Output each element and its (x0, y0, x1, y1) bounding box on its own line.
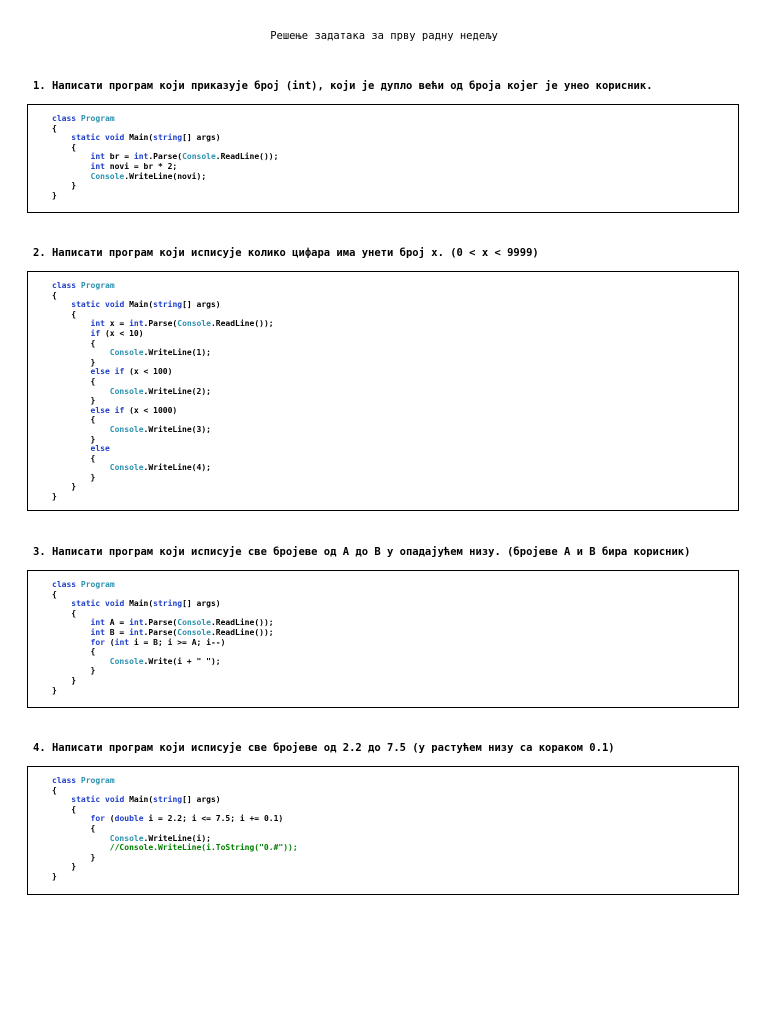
code-line (52, 676, 274, 686)
code-token: else (90, 367, 110, 377)
code-token: int (129, 627, 144, 637)
code-token (52, 367, 91, 376)
code-token: void (105, 133, 125, 143)
code-line (52, 310, 274, 320)
code-line (52, 181, 278, 191)
code-token: double (114, 814, 144, 824)
task-1-code-box (27, 104, 739, 213)
code-token: Program (80, 580, 115, 589)
code-token: if (114, 367, 125, 377)
code-token (52, 463, 110, 472)
code-token: for (90, 814, 105, 824)
code-token: .WriteLine(1); (143, 348, 211, 358)
code-line (52, 339, 274, 349)
code-token (52, 628, 91, 637)
code-line (52, 114, 278, 124)
code-token: Console (177, 319, 211, 329)
code-line (52, 853, 298, 863)
code-line (52, 367, 274, 377)
code-token: Main( (124, 300, 154, 310)
code-token: } (52, 190, 57, 200)
code-line (52, 824, 298, 834)
code-token: [] args) (182, 795, 221, 805)
code-token: .ReadLine()); (210, 618, 274, 628)
code-token: } (52, 434, 96, 444)
task-4-code (52, 776, 298, 882)
code-token: .Parse( (143, 627, 178, 637)
code-line (52, 862, 298, 872)
code-line (52, 387, 274, 397)
task-2-heading: 2. Написати програм који исписује колико цифара има унети број x. (0 < x < 9999) (33, 247, 539, 259)
code-token: } (52, 472, 96, 482)
code-token: Console (109, 463, 144, 473)
code-token: int (129, 618, 144, 628)
code-token: class (52, 281, 77, 290)
code-token: string (153, 300, 183, 310)
code-token: int (90, 319, 105, 329)
code-token: Console (109, 386, 144, 396)
code-line (52, 415, 274, 425)
code-token: [] args) (182, 300, 221, 310)
code-token (52, 348, 110, 357)
code-token: .ReadLine()); (215, 152, 279, 162)
code-token: { (52, 608, 77, 618)
code-token: { (52, 338, 96, 348)
code-token: //Console.WriteLine(i.ToString("0.#")); (109, 843, 298, 853)
code-token: Console (177, 618, 211, 628)
code-token: class (52, 776, 77, 785)
code-token: [] args) (182, 133, 221, 143)
code-line (52, 834, 298, 844)
page-title: Решење задатака за прву радну недељу (270, 30, 498, 42)
code-line (52, 191, 278, 201)
code-token: if (90, 328, 101, 338)
code-token: i = B; i >= A; i--) (129, 637, 226, 647)
code-line (52, 686, 274, 696)
code-token: { (52, 415, 96, 425)
code-token: class (52, 114, 77, 123)
code-token: { (52, 376, 96, 386)
code-line (52, 776, 298, 786)
code-token: Program (80, 281, 115, 290)
code-line (52, 657, 274, 667)
code-token (52, 152, 91, 161)
code-token (52, 444, 91, 453)
code-line (52, 454, 274, 464)
code-token: br = (104, 152, 134, 162)
code-line (52, 329, 274, 339)
code-line (52, 162, 278, 172)
code-token: int (90, 152, 105, 162)
code-token (52, 387, 110, 396)
code-token: } (52, 685, 57, 695)
code-token: } (52, 675, 77, 685)
code-line (52, 805, 298, 815)
code-token: else (90, 444, 110, 454)
code-token: int (114, 637, 130, 647)
code-token: { (52, 142, 77, 152)
code-token: .WriteLine(3); (143, 424, 211, 434)
code-line (52, 291, 274, 301)
code-line (52, 143, 278, 153)
task-1-code (52, 114, 278, 200)
task-4-heading: 4. Написати програм који исписује све бројеве од 2.2 до 7.5 (у растућем низу са кораком 0.1) (33, 742, 615, 754)
code-line (52, 377, 274, 387)
code-token: i = 2.2; i <= 7.5; i += 0.1) (143, 814, 284, 824)
code-token: (x < 1000) (124, 405, 178, 415)
code-token: Console (177, 627, 211, 637)
task-3-heading: 3. Написати програм који исписује све бројеве од A до B у опадајућем низу. (бројеве A и B бира корисник) (33, 546, 691, 558)
code-token: Program (80, 776, 115, 785)
code-token (52, 133, 71, 142)
code-token: { (52, 823, 96, 833)
code-token: novi = br * 2; (104, 161, 178, 171)
task-1-heading: 1. Написати програм који приказује број (int), који је дупло већи од броја којег је унео корисник. (33, 80, 653, 92)
code-token: } (52, 666, 96, 676)
code-token: Console (109, 424, 144, 434)
code-token (52, 618, 91, 627)
code-token: int (129, 319, 144, 329)
code-token: Console (109, 833, 144, 843)
code-token: { (52, 123, 57, 133)
code-line (52, 300, 274, 310)
code-token (52, 425, 110, 434)
code-token (52, 162, 91, 171)
code-token: .WriteLine(i); (143, 833, 211, 843)
code-token: Console (90, 171, 125, 181)
code-line (52, 281, 274, 291)
code-line (52, 152, 278, 162)
code-token: void (105, 300, 125, 310)
code-token: if (114, 405, 125, 415)
code-line (52, 580, 274, 590)
code-token (52, 406, 91, 415)
code-token: string (153, 795, 183, 805)
code-line (52, 396, 274, 406)
code-token: static (71, 300, 101, 310)
code-line (52, 133, 278, 143)
code-token: } (52, 181, 77, 191)
code-token: Program (80, 114, 115, 123)
code-token: Main( (124, 599, 154, 609)
code-token: string (153, 133, 183, 143)
task-2-code (52, 281, 274, 502)
code-token (52, 795, 71, 804)
code-line (52, 319, 274, 329)
code-token: ( (104, 814, 115, 824)
code-token: { (52, 647, 96, 657)
code-token: Main( (124, 133, 154, 143)
code-line (52, 590, 274, 600)
code-token: } (52, 492, 57, 502)
code-token: Console (182, 152, 216, 162)
code-line (52, 628, 274, 638)
code-token: .WriteLine(4); (143, 463, 211, 473)
code-token: static (71, 133, 101, 143)
code-token: int (90, 627, 105, 637)
code-line (52, 795, 298, 805)
code-token: else (90, 405, 110, 415)
code-token: static (71, 599, 101, 609)
code-token: .WriteLine(novi); (124, 171, 207, 181)
code-token (52, 319, 91, 328)
code-token: .Parse( (143, 618, 178, 628)
code-token: { (52, 589, 57, 599)
code-token: } (52, 871, 57, 881)
code-token: (x < 10) (100, 328, 144, 338)
code-token: static (71, 795, 101, 805)
code-line (52, 473, 274, 483)
code-token: void (105, 795, 125, 805)
code-line (52, 358, 274, 368)
code-line (52, 124, 278, 134)
code-token (52, 834, 110, 843)
code-token: ( (104, 637, 115, 647)
code-line (52, 638, 274, 648)
code-line (52, 786, 298, 796)
code-token (52, 599, 71, 608)
code-token (52, 657, 110, 666)
code-token: { (52, 453, 96, 463)
code-token: Main( (124, 795, 154, 805)
code-token: Console (109, 656, 144, 666)
code-token (52, 638, 91, 647)
code-line (52, 406, 274, 416)
code-line (52, 666, 274, 676)
code-token: int (133, 152, 149, 162)
code-token: .Write(i + " "); (143, 656, 221, 666)
code-token: A = (104, 618, 130, 628)
code-line (52, 172, 278, 182)
code-token: { (52, 290, 57, 300)
code-token: } (52, 862, 77, 872)
code-line (52, 618, 274, 628)
code-token: [] args) (182, 599, 221, 609)
code-token (52, 843, 110, 852)
code-line (52, 599, 274, 609)
code-line (52, 444, 274, 454)
code-line (52, 647, 274, 657)
code-token: (x < 100) (124, 367, 173, 377)
code-token: .Parse( (148, 152, 183, 162)
code-line (52, 843, 298, 853)
code-line (52, 482, 274, 492)
task-3-code-box (27, 570, 739, 708)
code-token: int (90, 161, 105, 171)
code-line (52, 492, 274, 502)
code-token: Console (109, 348, 144, 358)
task-3-code (52, 580, 274, 695)
code-line (52, 872, 298, 882)
code-token: } (52, 396, 96, 406)
code-token: for (90, 637, 105, 647)
code-token: B = (104, 627, 130, 637)
code-token: void (105, 599, 125, 609)
code-token: .ReadLine()); (210, 319, 274, 329)
code-token: int (90, 618, 105, 628)
task-2-code-box (27, 271, 739, 511)
code-token: .WriteLine(2); (143, 386, 211, 396)
code-token: { (52, 309, 77, 319)
code-token: } (52, 852, 96, 862)
code-token: x = (104, 319, 130, 329)
code-token: string (153, 599, 183, 609)
code-token (52, 329, 91, 338)
task-4-code-box (27, 766, 739, 895)
code-token (52, 300, 71, 309)
code-line (52, 435, 274, 445)
code-line (52, 425, 274, 435)
code-token (52, 814, 91, 823)
code-token: .ReadLine()); (210, 627, 274, 637)
code-token: } (52, 482, 77, 492)
code-token: class (52, 580, 77, 589)
code-token (52, 172, 91, 181)
code-line (52, 463, 274, 473)
code-token: { (52, 804, 77, 814)
code-token: } (52, 357, 96, 367)
code-token: { (52, 785, 57, 795)
code-token: .Parse( (143, 319, 178, 329)
code-line (52, 814, 298, 824)
code-line (52, 609, 274, 619)
code-line (52, 348, 274, 358)
